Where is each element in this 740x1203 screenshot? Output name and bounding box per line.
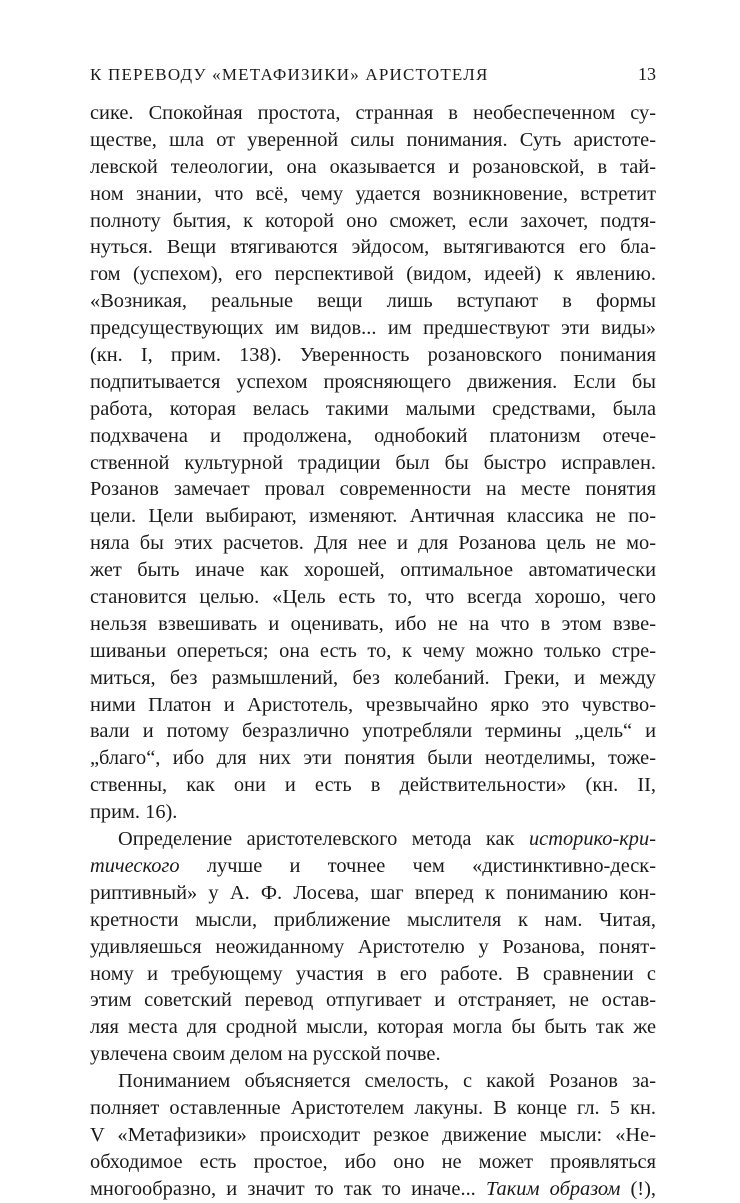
text-line: становится целью. «Цель есть то, что всегда хорошо, чего	[90, 586, 656, 609]
text-line: левской телеологии, она оказывается и розановской, в тай-	[90, 155, 656, 178]
text-line: V «Метафизики» происходит резкое движение мысли: «Не-	[90, 1123, 656, 1146]
text-line: нуться. Вещи втягиваются эйдосом, вытягиваются его бла-	[90, 236, 656, 259]
text-line: „благо“, ибо для них эти понятия были неотделимы, тоже-	[90, 747, 656, 770]
text-line: риптивный» у А. Ф. Лосева, шаг вперед к пониманию кон-	[90, 881, 656, 904]
italic-run: историко-кри-	[528, 828, 656, 851]
italic-run: тического	[90, 854, 180, 877]
text-line	[90, 826, 656, 853]
text-line: няла бы этих расчетов. Для нее и для Розанова цель не мо-	[90, 532, 656, 555]
paragraph-1	[90, 100, 656, 826]
text-run: многообразно, и значит то так то иначе...	[90, 1177, 486, 1200]
text-line: ственны, как они и есть в действительности» (кн. II,	[90, 774, 656, 797]
book-page	[90, 64, 656, 1203]
text-line: подпитывается успехом проясняющего движения. Если бы	[90, 370, 656, 393]
text-line: миться, без размышлений, без колебаний. Греки, и между	[90, 666, 656, 689]
text-line: увлечена своим делом на русской почве.	[90, 1043, 441, 1066]
paragraph-3	[90, 1068, 656, 1202]
text-line: Розанов замечает провал современности на месте понятия	[90, 478, 656, 501]
text-run: лучше и точнее чем «дистинктивно-деск-	[179, 854, 656, 877]
text-line: ному и требующему участия в его работе. В сравнении с	[90, 962, 656, 985]
text-run: (!),	[620, 1177, 656, 1200]
text-line: ществе, шла от уверенной силы понимания. Суть аристоте-	[90, 128, 656, 151]
text-line: цели. Цели выбирают, изменяют. Античная классика не по-	[90, 505, 656, 528]
text-run: Определение аристотелевского метода как	[118, 828, 529, 851]
text-line: шиваньи опереться; она есть то, к чему можно только стре-	[90, 639, 656, 662]
text-line: ними Платон и Аристотель, чрезвычайно ярко это чувство-	[90, 693, 656, 716]
text-line: этим советский перевод отпугивает и отстраняет, не остав-	[90, 989, 656, 1012]
text-line	[90, 1176, 656, 1203]
text-line: «Возникая, реальные вещи лишь вступают в формы	[90, 290, 656, 313]
text-line	[90, 853, 656, 880]
paragraph-2	[90, 826, 656, 1068]
running-head	[90, 64, 656, 94]
text-line: сике. Спокойная простота, странная в необеспеченном су-	[90, 102, 656, 124]
text-line: ляя места для сродной мысли, которая могла бы быть так же	[90, 1016, 656, 1039]
text-line: предсуществующих им видов... им предшествуют эти виды»	[90, 317, 656, 340]
italic-run: Таким образом	[485, 1177, 621, 1200]
text-line: (кн. I, прим. 138). Уверенность розановского понимания	[90, 344, 656, 367]
text-line: обходимое есть простое, ибо оно не может проявляться	[90, 1150, 656, 1173]
text-line: полноту бытия, к которой оно сможет, если захочет, подтя-	[90, 209, 656, 232]
text-line: жет быть иначе как хорошей, оптимальное автоматически	[90, 559, 656, 582]
text-line: ном знании, что всё, чему удается возникновение, встретит	[90, 182, 656, 205]
text-line: прим. 16).	[90, 801, 178, 824]
text-line: нельзя взвешивать и оценивать, ибо не на что в этом взве-	[90, 612, 656, 635]
text-line: гом (успехом), его перспективой (видом, идеей) к явлению.	[90, 263, 656, 286]
text-line: подхвачена и продолжена, однобокий платонизм отече-	[90, 424, 656, 447]
text-line: Пониманием объясняется смелость, с какой Розанов за-	[118, 1070, 656, 1093]
page-number: 13	[638, 64, 656, 84]
text-line: работа, которая велась такими малыми средствами, была	[90, 397, 656, 420]
running-head-title: К ПЕРЕВОДУ «МЕТАФИЗИКИ» АРИСТОТЕЛЯ	[90, 65, 489, 84]
text-line: полняет оставленные Аристотелем лакуны. В конце гл. 5 кн.	[90, 1096, 656, 1119]
text-line: вали и потому безразлично употребляли термины „цель“ и	[90, 720, 656, 743]
text-line: удивляешься неожиданному Аристотелю у Розанова, понят-	[90, 935, 656, 958]
text-line: ственной культурной традиции был бы быстро исправлен.	[90, 451, 656, 474]
text-line: кретности мысли, приближение мыслителя к нам. Читая,	[90, 908, 656, 931]
body-text	[90, 100, 656, 1203]
